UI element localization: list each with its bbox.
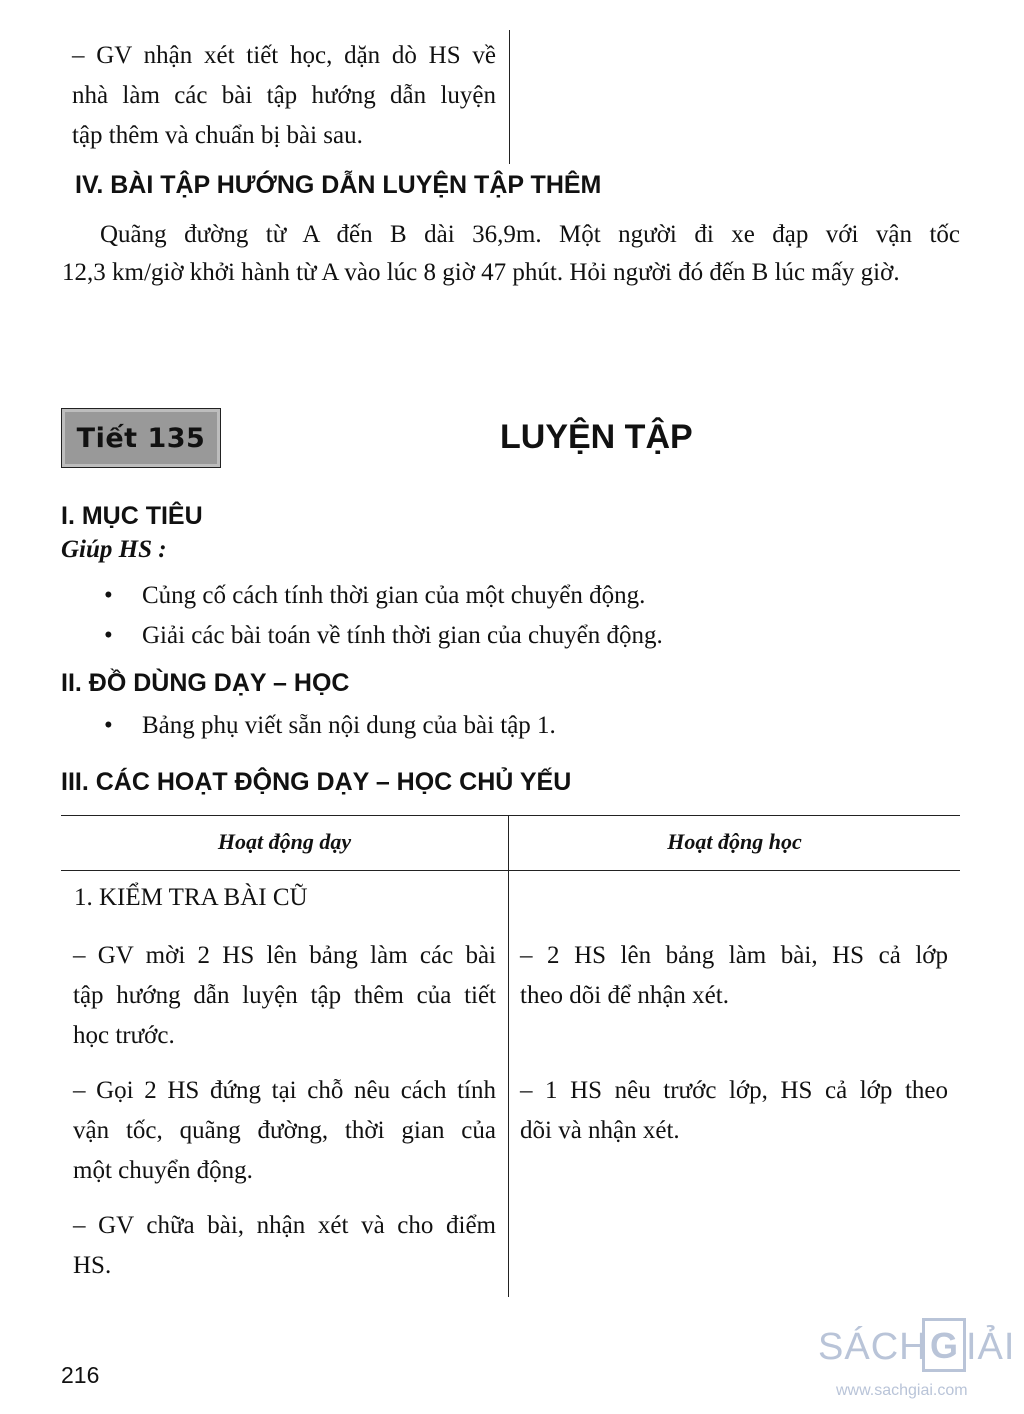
teacher-activity <box>73 936 496 1056</box>
student-activity <box>520 936 948 1016</box>
table-header-learning: Hoạt động học <box>667 829 802 854</box>
text-line: tập thêm và chuẩn bị bài sau. <box>72 122 363 149</box>
watermark-brand-part: G <box>922 1318 966 1372</box>
text-line: vận tốc, quãng đường, thời gian của <box>73 1117 496 1144</box>
table-header-border <box>61 870 960 871</box>
table-top-border <box>61 815 960 816</box>
watermark-brand-part: SÁCH <box>818 1326 928 1368</box>
text-line: – Gọi 2 HS đứng tại chỗ nêu cách tính <box>73 1077 496 1104</box>
bullet-dot: • <box>104 622 113 649</box>
table-subheading: 1. KIỂM TRA BÀI CŨ <box>74 884 308 911</box>
text-line: dõi và nhận xét. <box>520 1117 680 1144</box>
previous-activity-text <box>72 36 496 156</box>
text-line: nhà làm các bài tập hướng dẫn luyện <box>72 82 496 109</box>
text-line: tập hướng dẫn luyện tập thêm của tiết <box>73 982 496 1009</box>
text-line: – GV mời 2 HS lên bảng làm các bài <box>73 942 496 969</box>
text-line: – GV chữa bài, nhận xét và cho điểm <box>73 1212 496 1239</box>
lesson-title: LUYỆN TẬP <box>500 418 693 456</box>
table-column-divider <box>508 815 509 1297</box>
student-activity <box>520 1071 948 1151</box>
section-heading: IV. BÀI TẬP HƯỚNG DẪN LUYỆN TẬP THÊM <box>75 171 602 199</box>
section-heading: I. MỤC TIÊU <box>61 502 203 530</box>
table-header-teaching: Hoạt động dạy <box>217 829 352 854</box>
bullet-text: Bảng phụ viết sẵn nội dung của bài tập 1. <box>142 712 556 739</box>
text-line: HS. <box>73 1252 112 1279</box>
bullet-dot: • <box>104 582 113 609</box>
bullet-text: Giải các bài toán về tính thời gian của chuyển động. <box>142 622 663 649</box>
page-number: 216 <box>61 1362 100 1388</box>
watermark-logo <box>818 1318 1018 1408</box>
table-column-divider <box>509 30 510 164</box>
lesson-number-box <box>61 408 221 468</box>
lesson-number: Tiết 135 <box>76 422 206 454</box>
exercise-paragraph <box>62 216 960 292</box>
text-line: theo dõi để nhận xét. <box>520 982 729 1009</box>
intro-text: Giúp HS : <box>61 536 167 563</box>
text-line: học trước. <box>73 1022 175 1049</box>
bullet-text: Củng cố cách tính thời gian của một chuyển động. <box>142 582 646 609</box>
text-line: – GV nhận xét tiết học, dặn dò HS về <box>72 42 496 69</box>
text-line: một chuyển động. <box>73 1157 253 1184</box>
bullet-dot: • <box>104 712 113 739</box>
watermark-brand-part: IẢI <box>966 1326 1016 1368</box>
text-line: Quãng đường từ A đến B dài 36,9m. Một người đi xe đạp với vận tốc <box>100 221 960 248</box>
text-line: – 2 HS lên bảng làm bài, HS cả lớp <box>520 942 948 969</box>
section-heading: II. ĐỒ DÙNG DẠY – HỌC <box>61 669 350 697</box>
teacher-activity <box>73 1206 496 1286</box>
section-heading: III. CÁC HOẠT ĐỘNG DẠY – HỌC CHỦ YẾU <box>61 768 572 796</box>
text-line: – 1 HS nêu trước lớp, HS cả lớp theo <box>520 1077 948 1104</box>
text-line: 12,3 km/giờ khởi hành từ A vào lúc 8 giờ 47 phút. Hỏi người đó đến B lúc mấy giờ. <box>62 259 900 286</box>
watermark-url: www.sachgiai.com <box>836 1382 968 1399</box>
teacher-activity <box>73 1071 496 1191</box>
